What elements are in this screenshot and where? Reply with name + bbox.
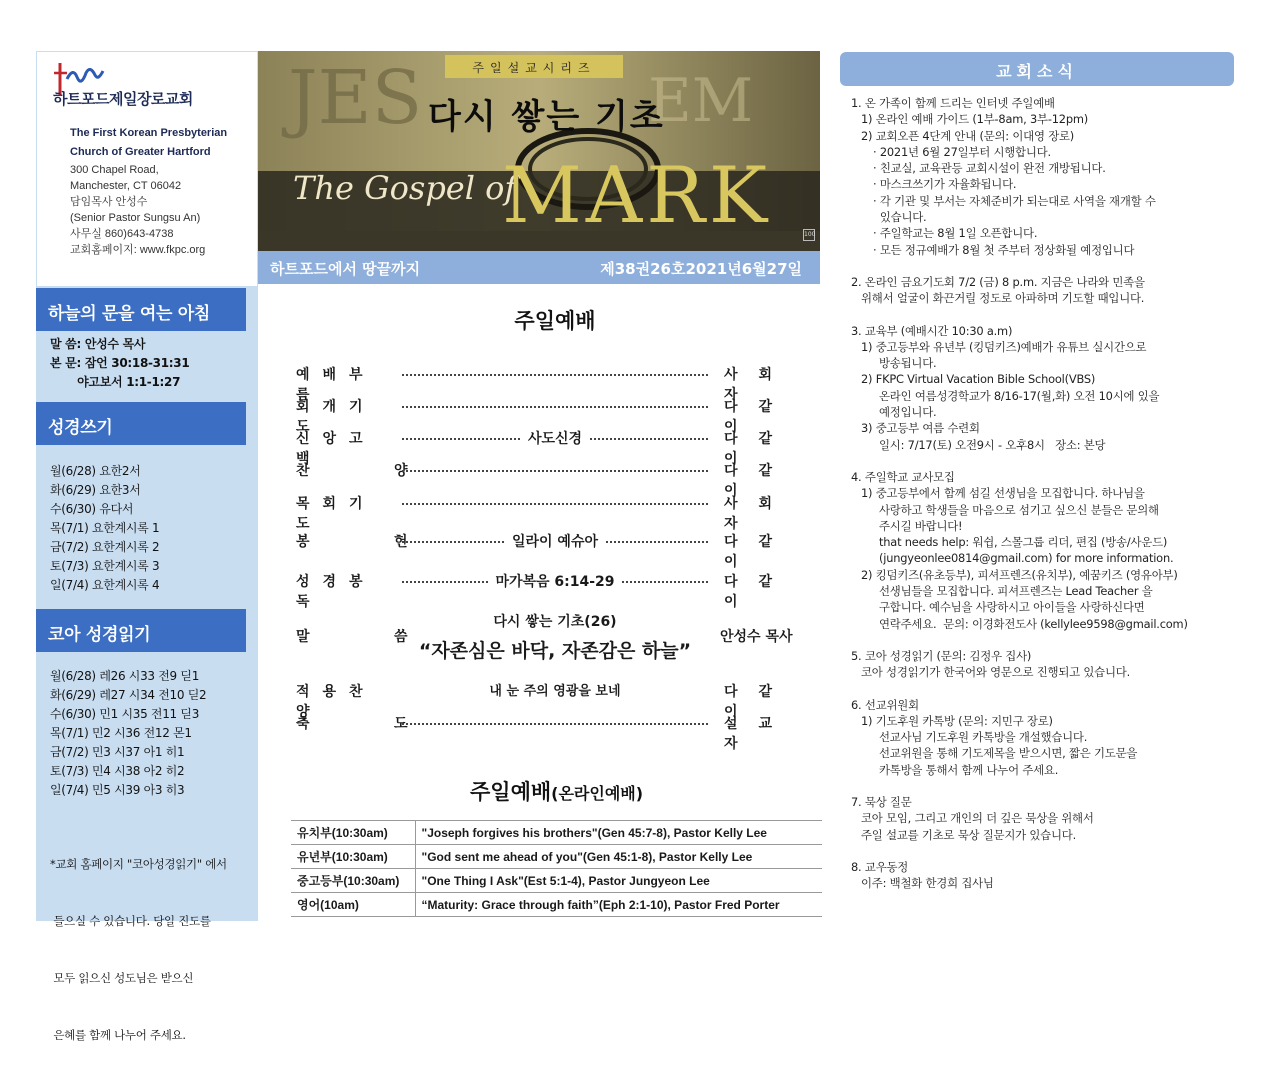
banner-badge: 100 <box>803 229 815 241</box>
reading-line: 목(7/1) 민2 시36 전12 몬1 <box>50 726 192 740</box>
order-row <box>296 493 816 532</box>
order-leader: 다같이 <box>724 399 794 435</box>
reading-line: 금(7/2) 민3 시37 아1 히1 <box>50 745 185 759</box>
news-item <box>851 323 1231 453</box>
news-line: 구합니다. 예수님을 사랑하시고 아이들을 사랑하신다면 <box>879 600 1145 615</box>
series-tag: 주일설교시리즈 <box>445 55 623 78</box>
order-row <box>296 531 816 570</box>
writing-line: 목(7/1) 요한계시록 1 <box>50 521 160 535</box>
order-leader: 다같이 <box>724 574 794 610</box>
morning-line: 말 씀: 안성수 목사 <box>50 337 146 351</box>
department-cell: 유년부(10:30am) <box>291 845 415 869</box>
response-hymn: 내 눈 주의 영광을 보네 <box>489 684 621 699</box>
news-item <box>851 95 1231 258</box>
order-leader: 안성수 목사 <box>720 629 793 645</box>
morning-line: 야고보서 1:1-1:27 <box>50 375 181 389</box>
church-motto: 하트포드에서 땅끝까지 <box>270 260 421 278</box>
news-line: 1. 온 가족이 함께 드리는 인터넷 주일예배 <box>851 96 1055 110</box>
news-line: 코아 성경읽기가 한국어와 영문으로 진행되고 있습니다. <box>861 665 1131 680</box>
note-line: 은혜를 함께 나누어 주세요. <box>50 1028 186 1042</box>
reading-note <box>50 817 227 1083</box>
dotted-leader <box>402 503 708 505</box>
news-line: 2) 킹덤키즈(유초등부), 피셔프렌즈(유치부), 예꿈키즈 (영유아부) <box>861 567 1178 582</box>
table-row <box>291 893 822 917</box>
writing-line: 화(6/29) 요한3서 <box>50 483 141 497</box>
news-line: that needs help: 워쉽, 스몰그룹 리더, 편집 (방송/사운드) <box>879 535 1168 550</box>
dotted-leader <box>402 374 708 376</box>
writing-schedule <box>50 462 159 595</box>
news-list <box>851 95 1231 907</box>
order-label: 말 씀 <box>296 629 421 645</box>
reading-line: 수(6/30) 민1 시35 전11 딛3 <box>50 707 200 721</box>
table-row <box>291 821 822 845</box>
writing-line: 수(6/30) 유다서 <box>50 502 134 516</box>
church-address <box>70 162 200 226</box>
online-title-main: 주일예배 <box>470 780 552 804</box>
news-line: 3. 교육부 (예배시간 10:30 a.m) <box>851 323 1013 338</box>
gospel-of-text: The Gospel of <box>293 169 517 207</box>
news-line: 2) 교회오픈 4단계 안내 (문의: 이대영 장로) <box>861 128 1075 143</box>
dotted-leader <box>402 406 708 408</box>
department-cell: 중고등부(10:30am) <box>291 869 415 893</box>
order-label: 신앙고백 <box>296 431 376 467</box>
news-line: 방송됩니다. <box>879 356 937 371</box>
worship-title: 주일예배 <box>514 309 596 333</box>
table-row <box>291 869 822 893</box>
order-row <box>296 364 816 403</box>
news-line: 4. 주일학교 교사모집 <box>851 469 955 484</box>
reading-line: 일(7/4) 민5 시39 아3 히3 <box>50 783 185 797</box>
table-row <box>291 845 822 869</box>
order-label: 봉 헌 <box>296 534 421 550</box>
order-label: 축 도 <box>296 716 421 732</box>
writing-line: 월(6/28) 요한2서 <box>50 464 141 478</box>
order-row <box>296 460 816 499</box>
church-name-en-line: Church of Greater Hartford <box>70 146 211 158</box>
news-item <box>851 794 1231 843</box>
news-line: · 주일학교는 8월 1일 오픈합니다. <box>873 226 1038 241</box>
news-line: 카톡방을 통해서 함께 나누어 주세요. <box>879 762 1059 777</box>
news-line: 선생님들을 모집합니다. 피셔프렌즈는 Lead Teacher 을 <box>879 584 1153 599</box>
department-cell: 영어(10am) <box>291 893 415 917</box>
news-line: 주시길 바랍니다! <box>879 518 963 533</box>
news-line: 예정입니다. <box>879 405 937 420</box>
news-item <box>851 469 1231 632</box>
news-item <box>851 648 1231 681</box>
issue-info: 제38권26호2021년6월27일 <box>600 260 802 278</box>
note-line: 모두 읽으신 성도님은 받으신 <box>50 971 194 985</box>
note-line: *교회 홈페이지 "코아성경읽기" 에서 <box>50 857 227 871</box>
order-row <box>296 428 816 467</box>
news-line: 코아 모임, 그리고 개인의 더 깊은 묵상을 위해서 <box>861 811 1094 826</box>
order-label: 회개기도 <box>296 399 376 435</box>
dotted-leader <box>402 470 708 472</box>
phone-line: 사무실 860)643-4738 <box>70 228 174 240</box>
news-line: 주일 설교를 기초로 묵상 질문지가 있습니다. <box>861 827 1076 842</box>
news-line: · 친교실, 교육관등 교회시설이 완전 개방됩니다. <box>873 161 1106 176</box>
news-line: · 마스크쓰기가 자율화됩니다. <box>873 177 1017 192</box>
news-line: 2. 온라인 금요기도회 7/2 (금) 8 p.m. 지금은 나라와 민족을 <box>851 274 1145 289</box>
order-leader: 사회자 <box>724 496 794 532</box>
church-info-box <box>36 51 258 287</box>
address-line: 300 Chapel Road, <box>70 164 159 176</box>
church-name-en <box>70 124 227 162</box>
news-line: 선교위원을 통해 기도제목을 받으시면, 짧은 기도문을 <box>879 746 1138 761</box>
news-line: 연락주세요. 문의: 이경화전도사 (kellylee9598@gmail.com) <box>879 616 1188 631</box>
order-leader: 다같이 <box>724 463 794 499</box>
order-content: 사도신경 <box>522 431 588 447</box>
church-name-ko: 하트포드제일장로교회 <box>53 90 193 108</box>
reading-line: 월(6/28) 레26 시33 전9 딛1 <box>50 669 200 683</box>
news-line: · 모든 정규예배가 8월 첫 주부터 정상화될 예정입니다 <box>873 242 1135 257</box>
sermon-title: “자존심은 바닥, 자존감은 하늘” <box>418 640 692 662</box>
news-line: 1) 중고등부에서 함께 섬길 선생님을 모집합니다. 하나님을 <box>861 486 1145 501</box>
order-leader: 사회자 <box>724 367 794 403</box>
order-row <box>296 571 816 610</box>
news-line: · 각 기관 및 부서는 자체준비가 되는대로 사역을 재개할 수 <box>873 193 1156 208</box>
address-line: Manchester, CT 06042 <box>70 180 182 192</box>
news-line: 5. 코아 성경읽기 (문의: 김정우 집사) <box>851 648 1032 663</box>
news-line: 선교사님 기도후원 카톡방을 개설했습니다. <box>879 730 1088 745</box>
online-schedule-table <box>291 820 822 917</box>
news-line: 8. 교우동정 <box>851 859 909 874</box>
svg-text:EM: EM <box>648 66 754 136</box>
sermon-series-label: 다시 쌓는 기초(26) <box>493 614 617 630</box>
news-heading: 교회소식 <box>840 52 1234 86</box>
news-line: (jungyeonlee0814@gmail.com) for more information. <box>879 551 1174 566</box>
news-item <box>851 859 1231 892</box>
order-label: 예배부름 <box>296 367 376 403</box>
news-line: 1) 기도후원 카톡방 (문의: 지민구 장로) <box>861 713 1053 728</box>
church-contact <box>70 226 205 258</box>
sermon-cell: “Maturity: Grace through faith”(Eph 2:1-10), Pastor Fred Porter <box>415 893 822 917</box>
reading-schedule <box>50 667 206 800</box>
writing-line: 토(7/3) 요한계시록 3 <box>50 559 160 573</box>
order-row <box>296 396 816 435</box>
sidebar <box>36 51 258 1042</box>
news-line: 2) FKPC Virtual Vacation Bible School(VBS) <box>861 372 1096 387</box>
news-line: 3) 중고등부 여름 수련회 <box>861 421 980 436</box>
news-line: 1) 온라인 예배 가이드 (1부-8am, 3부-12pm) <box>861 112 1088 127</box>
online-title-sub: (온라인예배) <box>551 784 644 803</box>
reading-heading: 코아 성경읽기 <box>36 609 246 652</box>
sermon-cell: "Joseph forgives his brothers"(Gen 45:7-8), Pastor Kelly Lee <box>415 821 822 845</box>
news-line: · 2021년 6월 27일부터 시행합니다. <box>873 144 1051 159</box>
order-leader: 다같이 <box>724 534 794 570</box>
morning-line: 본 문: 잠언 30:18-31:31 <box>50 356 190 370</box>
writing-heading: 성경쓰기 <box>36 402 246 445</box>
address-line: 담임목사 안성수 <box>70 196 148 208</box>
order-leader: 설교자 <box>724 716 794 752</box>
sermon-cell: "One Thing I Ask"(Est 5:1-4), Pastor Jungyeon Lee <box>415 869 822 893</box>
news-line: 1) 중고등부와 유년부 (킹덤키즈)예배가 유튜브 실시간으로 <box>861 339 1147 354</box>
news-line: 있습니다. <box>873 210 927 225</box>
morning-details <box>50 335 189 392</box>
mark-text: MARK <box>502 151 772 241</box>
news-line: 일시: 7/17(토) 오전9시 - 오후8시 장소: 본당 <box>879 437 1106 452</box>
order-row <box>296 713 816 752</box>
order-leader: 다같이 <box>724 684 794 720</box>
dotted-leader <box>402 723 708 725</box>
news-item <box>851 697 1231 778</box>
series-title: 다시 쌓는 기초 <box>428 97 665 137</box>
order-label: 적용찬양 <box>296 684 376 720</box>
note-line: 들으실 수 있습니다. 당일 진도를 <box>50 914 211 928</box>
news-line: 6. 선교위원회 <box>851 697 919 712</box>
order-label: 찬 양 <box>296 463 421 479</box>
online-worship-title <box>402 776 742 806</box>
writing-line: 일(7/4) 요한계시록 4 <box>50 578 160 592</box>
sermon-series-banner <box>258 51 820 251</box>
sermon-cell: "God sent me ahead of you"(Gen 45:1-8), Pastor Kelly Lee <box>415 845 822 869</box>
news-line: 온라인 여름성경학교가 8/16-17(월,화) 오전 10시에 있을 <box>879 388 1160 403</box>
morning-heading: 하늘의 문을 여는 아침 <box>36 288 246 331</box>
order-label: 목회기도 <box>296 496 376 532</box>
website-line: 교회홈페이지: www.fkpc.org <box>70 244 206 256</box>
news-line: 사랑하고 학생들을 마음으로 섬기고 싶으신 분들은 문의해 <box>879 502 1159 517</box>
svg-text:JES: JES <box>288 55 423 141</box>
banner-info-bar <box>258 251 820 284</box>
news-line: 위해서 얼굴이 화끈거릴 정도로 아파하며 기도할 때입니다. <box>861 291 1145 306</box>
church-name-en-line: The First Korean Presbyterian <box>70 127 228 139</box>
address-line: (Senior Pastor Sungsu An) <box>70 212 201 224</box>
order-leader: 다같이 <box>724 431 794 467</box>
news-item <box>851 274 1231 307</box>
order-content: 일라이 예슈아 <box>506 534 604 550</box>
news-line: 7. 묵상 질문 <box>851 794 912 809</box>
order-content: 마가복음 6:14-29 <box>489 574 620 590</box>
reading-line: 화(6/29) 레27 시34 전10 딛2 <box>50 688 207 702</box>
writing-line: 금(7/2) 요한계시록 2 <box>50 540 160 554</box>
reading-line: 토(7/3) 민4 시38 아2 히2 <box>50 764 185 778</box>
order-label: 성경봉독 <box>296 574 376 610</box>
news-line: 이주: 백철화 한경희 집사님 <box>861 876 994 891</box>
department-cell: 유치부(10:30am) <box>291 821 415 845</box>
